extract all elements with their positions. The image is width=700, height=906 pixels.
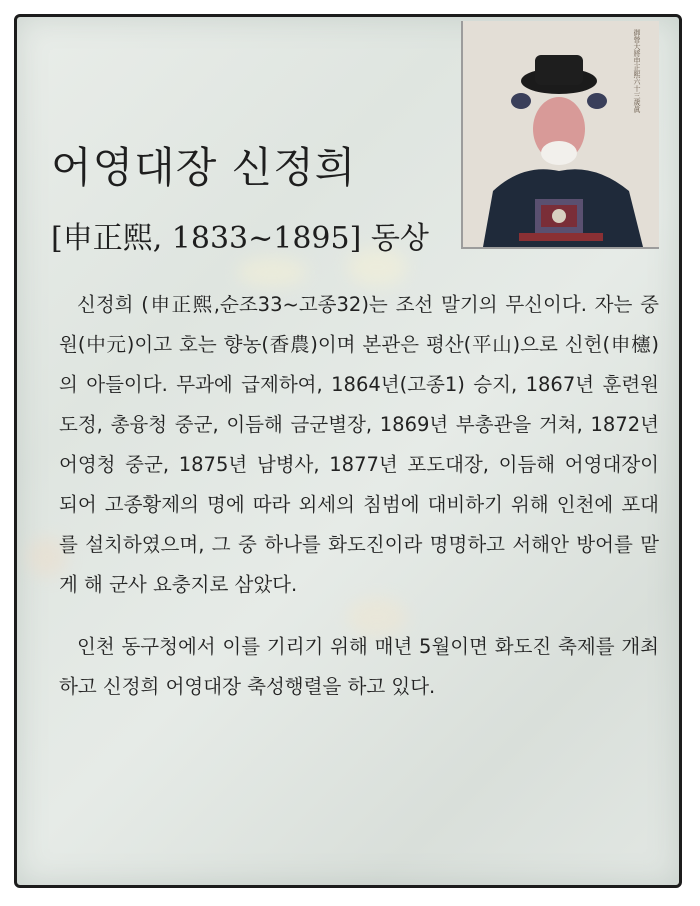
portrait-figure	[463, 21, 659, 247]
biography-text	[59, 285, 659, 707]
festival-paragraph: 인천 동구청에서 이를 기리기 위해 매년 5월이면 화도진 축제를 개최하고 신정희 어영대장 축성행렬을 하고 있다.	[59, 635, 659, 698]
light-glare	[237, 257, 307, 287]
sign-title: 어영대장 신정희	[51, 143, 357, 192]
portrait-image	[461, 21, 659, 249]
portrait-inscription: 御營大將申正熙六十三歲眞	[633, 29, 641, 113]
sign-panel	[14, 14, 682, 888]
biography-paragraph: 신정희 (申正熙,순조33~고종32)는 조선 말기의 무신이다. 자는 중원(中元)이고 호는 향농(香農)이며 본관은 평산(平山)으로 신헌(申櫶)의 아들이다. 무과에 급제하여, 1864년(고종1) 승지, 1867년 훈련원 도정, 총융청 중군, 이듬해 금군별장, 1869년 부총관을 거쳐, 1872년 어영청 중군, 1875년 남병사, 1877년 포도대장, 이듬해 어영대장이 되어 고종황제의 명에 따라 외세의 침범에 대비하기 위해 인천에 포대를 설치하였으며, 그 중 하나를 화도진이라 명명하고 서해안 방어를 맡게 해 군사 요충지로 삼았다.	[59, 293, 659, 596]
sign-subtitle: [申正熙, 1833~1895] 동상	[51, 221, 429, 256]
